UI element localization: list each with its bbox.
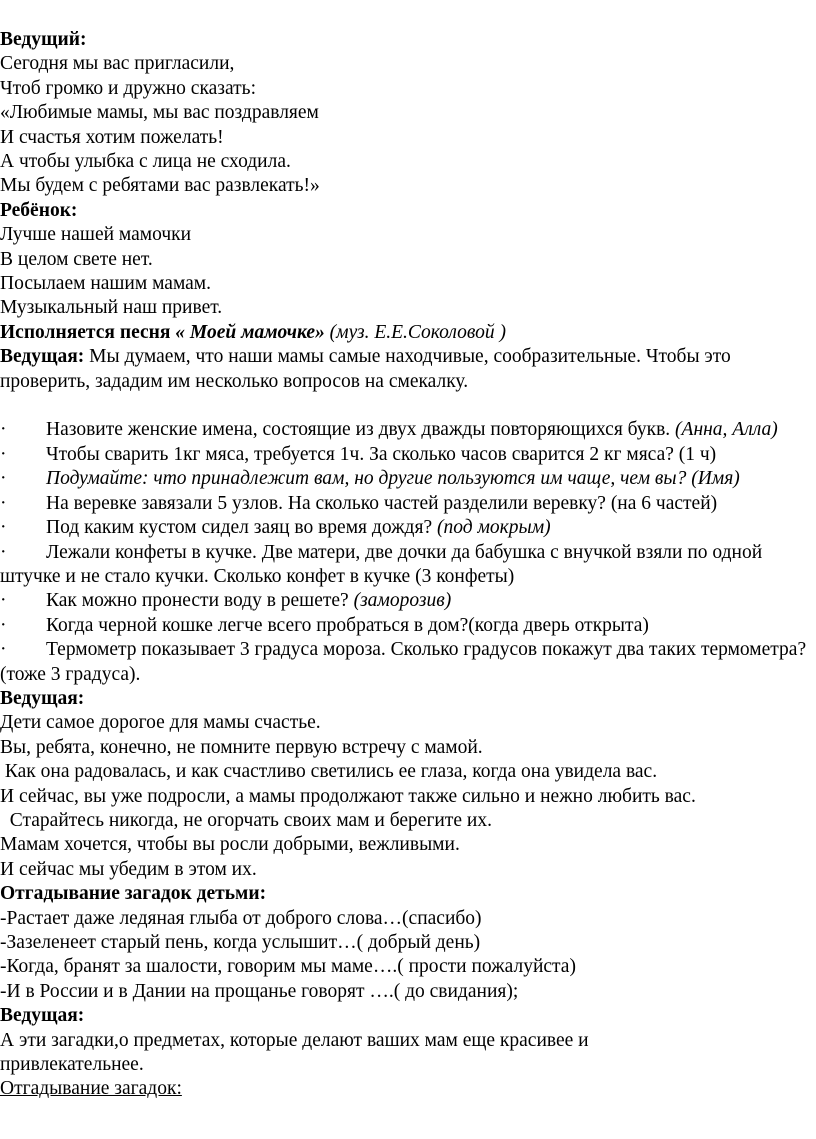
- bullet-mark: ·: [0, 419, 7, 441]
- song-prefix: Исполняется песня: [0, 321, 176, 343]
- verse-line: Мы будем с ребятами вас развлекать!»: [0, 175, 320, 197]
- bullet-mark: ·: [0, 468, 7, 490]
- blank-line: [0, 394, 812, 418]
- bullet-mark: ·: [0, 443, 7, 465]
- riddles-heading: Отгадывание загадок детьми:: [0, 883, 267, 905]
- text-line: И сейчас мы убедим в этом их.: [0, 858, 257, 880]
- answer-text: (заморозив): [353, 590, 452, 612]
- answer-text: Подумайте: что принадлежит вам, но другие пользуются им чаще, чем вы? (Имя): [46, 468, 740, 490]
- question-text: Термометр показывает 3 градуса мороза. Сколько градусов покажут два таких термометра? (тоже 3 градуса).: [0, 639, 807, 685]
- speaker-label: Ведущий:: [0, 29, 87, 50]
- text-line: Вы, ребята, конечно, не помните первую встречу с мамой.: [0, 736, 483, 758]
- text-line: Мамам хочется, чтобы вы росли добрыми, вежливыми.: [0, 834, 460, 856]
- question-item: [0, 638, 812, 687]
- riddle-line: -Когда, бранят за шалости, говорим мы маме….( прости пожалуйста): [0, 956, 576, 978]
- question-text: Чтобы сварить 1кг мяса, требуется 1ч. За сколько часов сварится 2 кг мяса? (1 ч): [46, 443, 717, 465]
- question-text: Когда черной кошке легче всего пробраться в дом?(когда дверь открыта): [46, 614, 649, 636]
- question-item: [0, 492, 812, 516]
- verse-line: Лучше нашей мамочки: [0, 224, 192, 246]
- question-text: На веревке завязали 5 узлов. На сколько частей разделили веревку? (на 6 частей): [46, 492, 718, 514]
- bullet-mark: ·: [0, 639, 7, 661]
- riddle-line: -Зазеленеет старый пень, когда услышит…( добрый день): [0, 932, 481, 954]
- song-title: « Моей мамочке»: [175, 321, 325, 343]
- text-line: Как она радовалась, и как счастливо светились ее глаза, когда она увидела вас.: [0, 761, 658, 783]
- question-text: Под каким кустом сидел заяц во время дождя?: [46, 517, 437, 539]
- final-heading: Отгадывание загадок:: [0, 1078, 182, 1100]
- verse-line: Сегодня мы вас пригласили,: [0, 53, 235, 75]
- bullet-mark: ·: [0, 517, 7, 539]
- question-item: [0, 443, 812, 467]
- question-text: Назовите женские имена, состоящие из двух дважды повторяющихся букв.: [46, 419, 676, 441]
- song-announcement: [0, 321, 812, 345]
- verse-line: А чтобы улыбка с лица не сходила.: [0, 151, 291, 173]
- question-item: [0, 589, 812, 613]
- intro-paragraph: [0, 345, 812, 394]
- bullet-mark: ·: [0, 590, 7, 612]
- text-line: Дети самое дорогое для мамы счастье.: [0, 712, 321, 734]
- question-item: [0, 418, 812, 442]
- riddle-line: -Растает даже ледяная глыба от доброго слова…(спасибо): [0, 907, 482, 929]
- verse-line: Музыкальный наш привет.: [0, 297, 223, 319]
- speaker-label: Ребёнок:: [0, 199, 78, 221]
- question-text: Как можно пронести воду в решете?: [46, 590, 354, 612]
- document-page: [0, 28, 812, 1102]
- bullet-mark: ·: [0, 614, 7, 636]
- riddle-line: -И в России и в Дании на прощанье говорят ….( до свидания);: [0, 980, 519, 1002]
- intro-text: Мы думаем, что наши мамы самые находчивые, сообразительные. Чтобы это проверить, зададим им несколько вопросов на смекалку.: [0, 346, 731, 392]
- verse-line: Чтоб громко и дружно сказать:: [0, 77, 256, 99]
- question-item: [0, 541, 812, 590]
- text-paragraph: А эти загадки,о предметах, которые делают ваших мам еще красивее и привлекательнее.: [0, 1029, 589, 1076]
- song-credit: (муз. Е.Е.Соколовой ): [324, 321, 506, 343]
- answer-text: (под мокрым): [436, 517, 551, 539]
- bullet-mark: ·: [0, 492, 7, 514]
- question-item: [0, 614, 812, 638]
- verse-line: В целом свете нет.: [0, 248, 153, 270]
- speaker-label: Ведущая:: [0, 687, 85, 709]
- text-line: Старайтесь никогда, не огорчать своих мам и берегите их.: [0, 809, 492, 831]
- question-list: [0, 418, 812, 686]
- speaker-label: Ведущая:: [0, 1005, 85, 1027]
- question-text: Лежали конфеты в кучке. Две матери, две дочки да бабушка с внучкой взяли по одной штучке и не стало кучки. Сколько конфет в кучке (3 конфеты): [0, 541, 763, 587]
- speaker-label: Ведущая:: [0, 346, 85, 368]
- bullet-mark: ·: [0, 541, 7, 563]
- text-line: И сейчас, вы уже подросли, а мамы продолжают также сильно и нежно любить вас.: [0, 785, 696, 807]
- question-item: [0, 516, 812, 540]
- verse-line: «Любимые мамы, мы вас поздравляем: [0, 102, 319, 124]
- verse-line: Посылаем нашим мамам.: [0, 273, 212, 295]
- answer-text: (Анна, Алла): [675, 419, 778, 441]
- question-item: [0, 467, 812, 491]
- verse-line: И счастья хотим пожелать!: [0, 126, 224, 148]
